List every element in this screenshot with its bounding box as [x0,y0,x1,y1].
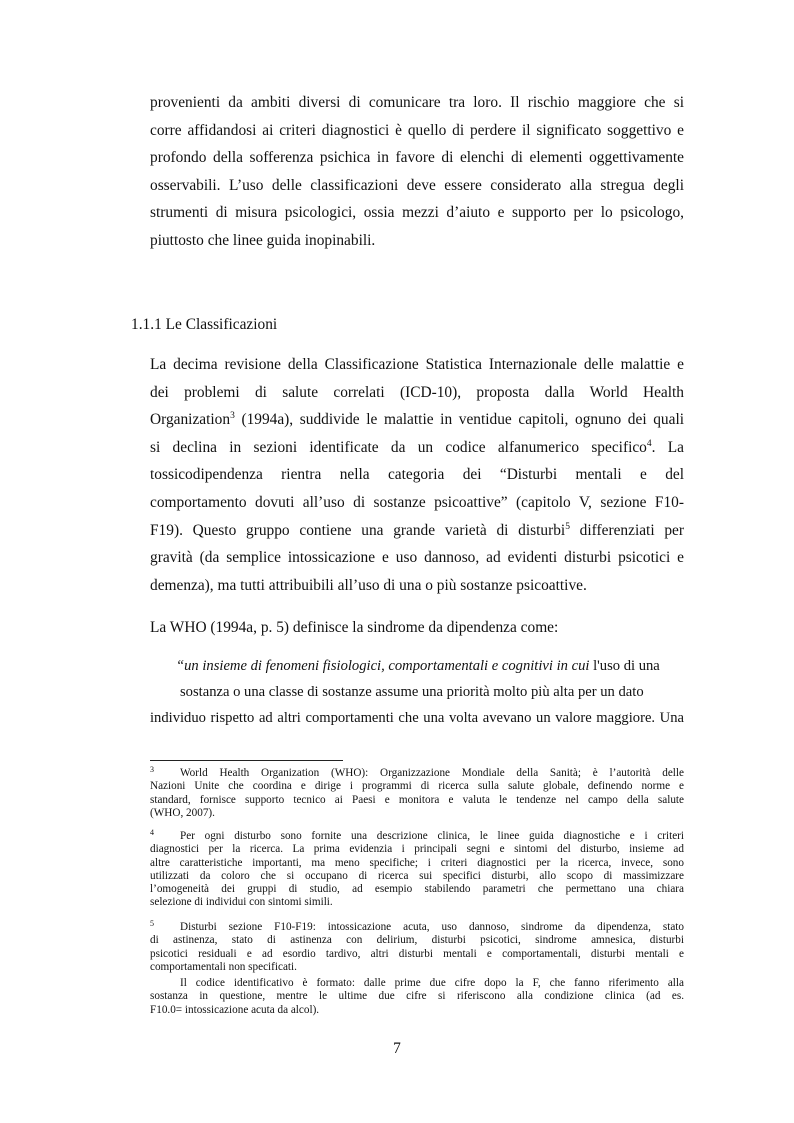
text-line: si declina in sezioni identificate da un codice alfanumerico specifico$^4$. La [150,438,684,456]
footnote-ref-5[interactable]: 5 [565,521,570,532]
footnote-line: Per ogni disturbo sono fornite una descrizione clinica, le linee guida diagnostiche e i criteri [180,830,684,842]
footnote-line: altre caratteristiche importanti, ma meno specifiche; i criteri diagnostici per la ricerca, invece, sono [150,856,684,869]
footnote-ref-4[interactable]: 4 [646,438,652,449]
footnote-mark: 3 [150,765,154,774]
quote-block [150,653,684,731]
text-line: tossicodipendenza rientra nella categoria dei “Disturbi mentali e del [150,466,684,484]
footnote-mark: 4 [150,828,154,837]
footnote-line: F10.0= intossicazione acuta da alcol). [150,1003,320,1016]
footnote-line: diagnostici per la ricerca. La prima evidenzia i principali segni e sintomi del disturbo, insieme ad [150,843,684,856]
footnote-line: Il codice identificativo è formato: dalle prime due cifre dopo la F, che fanno riferimento alla [180,977,684,990]
text-line: comportamento dovuti all’uso di sostanze psicoattive” (capitolo V, sezione F10- [150,493,684,511]
text-line: gravità (da semplice intossicazione e uso dannoso, ad evidenti disturbi psicotici e [150,549,684,567]
footnote-line: Disturbi sezione F10-F19: intossicazione acuta, uso dannoso, sindrome da dipendenza, stato [180,921,684,933]
page-number: 7 [393,1040,401,1057]
quote-line: individuo rispetto ad altri comportamenti che una volta avevano un valore maggiore. Una [150,710,684,726]
footnote-line: psicotici residuali e ad esordio tardivo, altri disturbi mentali e comportamentali, disturbi mentali e [150,947,684,960]
footnote-line: Nazioni Unite che coordina e dirige i programmi di ricerca sulla salute globale, definendo norme e [150,780,684,793]
text-line: La decima revisione della Classificazione Statistica Internazionale delle malattie e [150,356,684,373]
text-line: piuttosto che linee guida inopinabili. [150,231,376,249]
footnote-separator [150,760,343,761]
intro-paragraph [150,89,684,255]
quote-line: “un insieme di fenomeni fisiologici, comportamentali e cognitivi in cui l'uso di una [176,658,660,674]
text-line: Organization$^3$ (1994a), suddivide le malattie in ventidue capitoli, ognuno dei quali [150,411,684,429]
section-heading: 1.1.1 Le Classificazioni [131,316,278,333]
footnote-line: di astinenza, stato di astinenza con delirium, disturbi psicotici, sindrome amnesica, disturbi [150,934,684,947]
footnote-line: standard, fornisce supporto tecnico ai Paesi e monitora e valuta le tendenze nel campo della salute [150,793,684,806]
footnote-ref-3[interactable]: 3 [230,411,235,422]
text-line: provenienti da ambiti diversi di comunicare tra loro. Il rischio maggiore che si [150,94,684,111]
footnote-3 [150,767,684,820]
footnote-line: World Health Organization (WHO): Organizzazione Mondiale della Sanità; è l’autorità delle [180,767,684,779]
footnote-line: (WHO, 2007). [150,806,215,819]
footnote-line: comportamentali non specificati. [150,960,297,973]
footnote-mark: 5 [150,919,154,928]
quote-line: sostanza o una classe di sostanze assume una priorità molto più alta per un dato [180,684,644,700]
text-line: corre affidandosi ai criteri diagnostici è quello di perdere il significato soggettivo e [150,121,684,139]
text-line: osservabili. L’uso delle classificazioni deve essere considerato alla stregua degli [150,176,684,194]
footnote-line: selezione di individui con sintomi simili. [150,896,333,909]
main-paragraph [150,351,684,599]
footnote-line: sostanza in questione, mentre le ultime due cifre si riferiscono alla condizione clinica (ad es. [150,990,684,1003]
text-line: profondo della sofferenza psichica in favore di elenchi di elementi oggettivamente [150,149,684,167]
footnote-4 [150,830,684,910]
footnote-line: utilizzati da coloro che si occupano di ricerca sui specifici disturbi, allo scopo di massimizzare [150,869,684,882]
text-line: strumenti di misura psicologici, ossia mezzi d’aiuto e supporto per lo psicologo, [150,204,684,222]
footnote-5 [150,921,684,1017]
who-intro-line: La WHO (1994a, p. 5) definisce la sindrome da dipendenza come: [150,619,559,636]
footnote-line: l’omogeneità dei gruppi di studio, ad esempio stabilendo parametri che permettano una chiara [150,883,684,896]
text-line: demenza), ma tutti attribuibili all’uso di una o più sostanze psicoattive. [150,576,587,594]
text-line: dei problemi di salute correlati (ICD-10), proposta dalla World Health [150,383,684,401]
text-line: F19). Questo gruppo contiene una grande varietà di disturbi$^5$ differenziati per [150,521,684,539]
